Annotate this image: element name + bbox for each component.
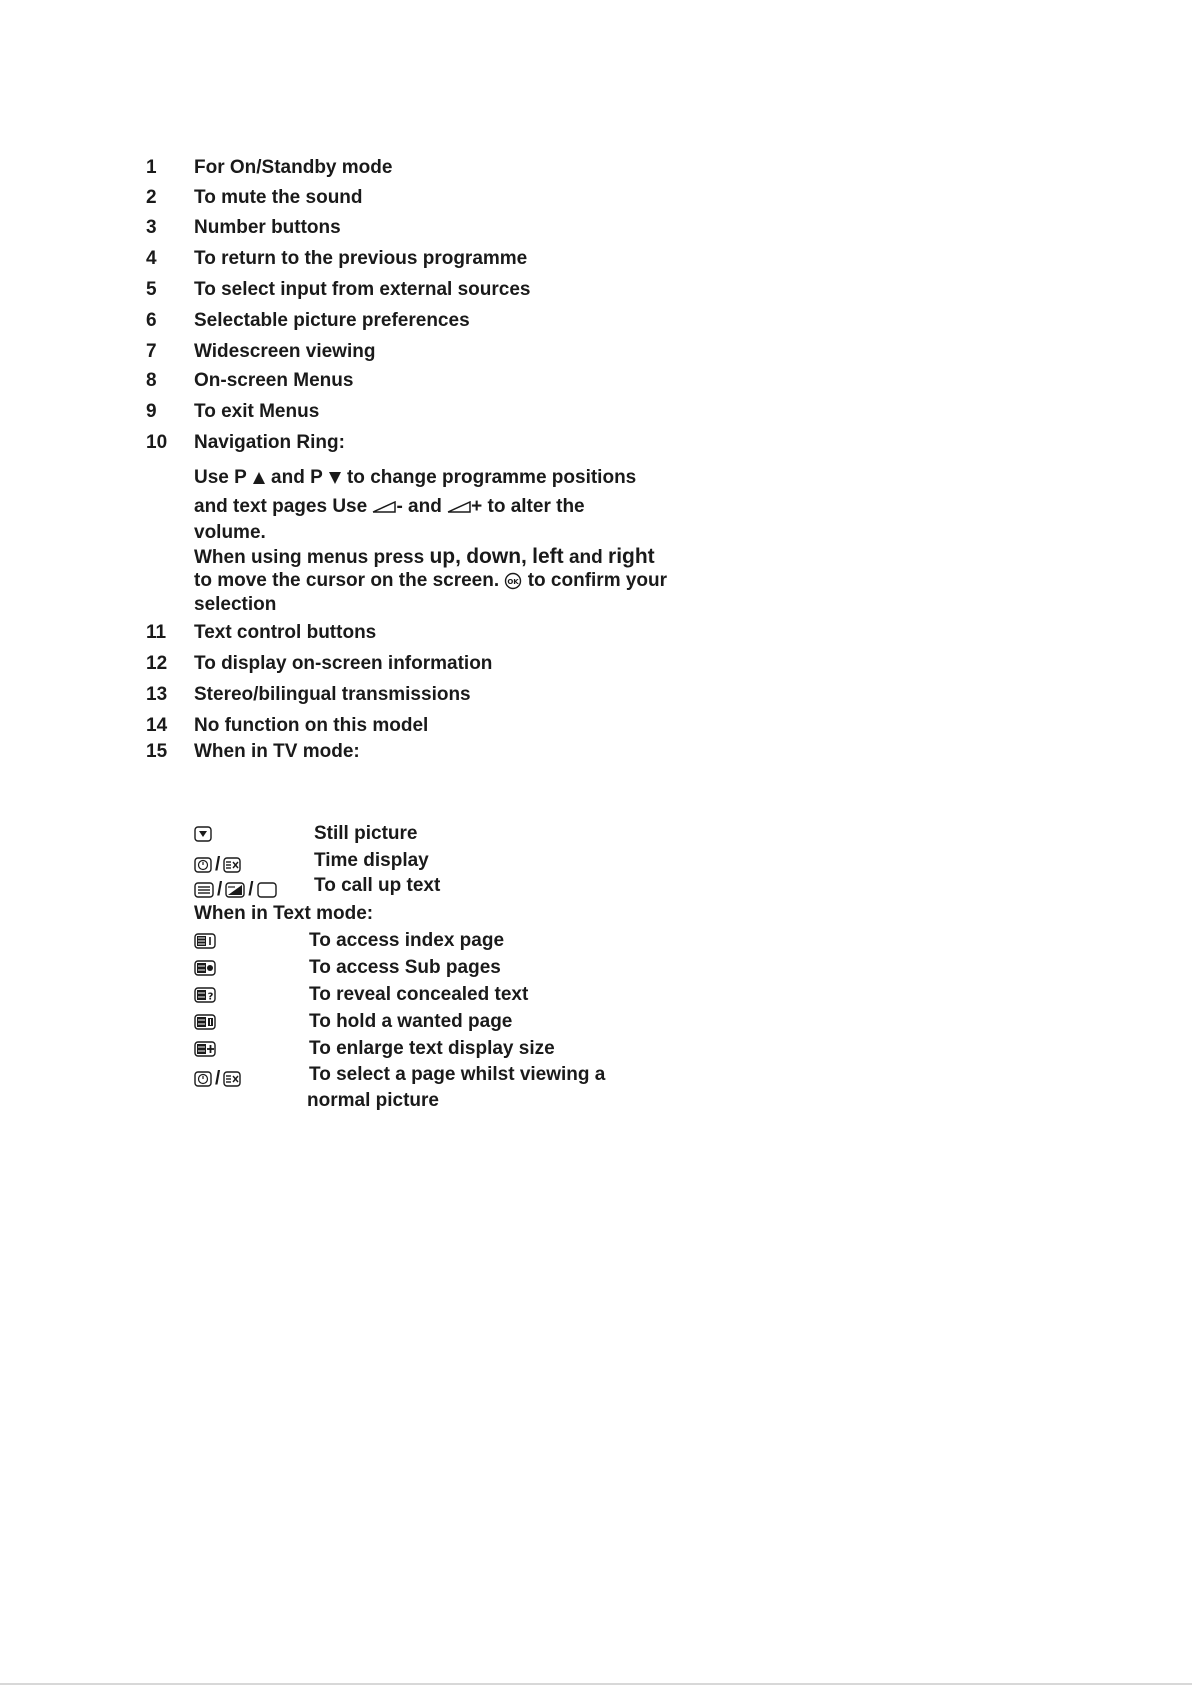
icon-group bbox=[194, 1067, 241, 1091]
tv-icon bbox=[257, 882, 277, 898]
item-number: 8 bbox=[146, 370, 157, 391]
reveal-text-icon bbox=[194, 987, 216, 1003]
icon-group bbox=[194, 1041, 216, 1057]
item-number: 14 bbox=[146, 715, 168, 736]
icon-group bbox=[194, 960, 216, 976]
navigation-ring-description bbox=[194, 462, 668, 617]
item-number: 2 bbox=[146, 187, 157, 208]
nav-text: and P bbox=[271, 467, 323, 488]
icon-group bbox=[194, 987, 216, 1003]
slash: / bbox=[215, 854, 221, 875]
key-description: To access index page bbox=[309, 930, 505, 951]
nav-text: and text pages Use bbox=[194, 496, 368, 517]
item-number: 10 bbox=[146, 432, 168, 453]
text-icon bbox=[194, 882, 214, 898]
nav-text: to change programme positions bbox=[346, 467, 637, 488]
mix-icon bbox=[225, 882, 245, 898]
item-number: 9 bbox=[146, 401, 157, 422]
item-number: 3 bbox=[146, 217, 157, 238]
keyword-right: right bbox=[608, 545, 655, 568]
still-picture-icon bbox=[194, 826, 212, 842]
item-text: Selectable picture preferences bbox=[194, 310, 470, 331]
nav-text: to confirm your bbox=[527, 570, 668, 591]
item-text: No function on this model bbox=[194, 715, 429, 736]
item-text: To exit Menus bbox=[194, 401, 320, 422]
icon-group bbox=[194, 878, 277, 902]
key-description: To reveal concealed text bbox=[309, 984, 529, 1005]
sub-pages-icon bbox=[194, 960, 216, 976]
key-description: To call up text bbox=[314, 875, 441, 896]
keyword-left: left bbox=[532, 545, 564, 568]
item-text: To display on-screen information bbox=[194, 653, 493, 674]
cancel-text-icon bbox=[223, 857, 241, 873]
item-text: For On/Standby mode bbox=[194, 157, 393, 178]
key-description: To select a page whilst viewing a bbox=[309, 1064, 606, 1085]
nav-text: , bbox=[521, 545, 527, 568]
volume-icon bbox=[372, 501, 396, 513]
key-description: Still picture bbox=[314, 823, 418, 844]
up-arrow-icon bbox=[252, 471, 266, 485]
item-text: Widescreen viewing bbox=[194, 341, 376, 362]
item-text: To mute the sound bbox=[194, 187, 363, 208]
item-number: 11 bbox=[146, 622, 167, 643]
nav-text: Use P bbox=[194, 467, 247, 488]
nav-line bbox=[194, 493, 664, 521]
icon-group bbox=[194, 826, 212, 842]
icon-group bbox=[194, 853, 241, 877]
item-text: Stereo/bilingual transmissions bbox=[194, 684, 471, 705]
hold-page-icon bbox=[194, 1014, 216, 1030]
item-text: Navigation Ring: bbox=[194, 432, 345, 453]
nav-text: When using menus press bbox=[194, 547, 425, 568]
keyword-up: up bbox=[429, 545, 456, 568]
cancel-text-icon bbox=[223, 1071, 241, 1087]
item-text: To return to the previous programme bbox=[194, 248, 528, 269]
item-text: Text control buttons bbox=[194, 622, 377, 643]
item-number: 7 bbox=[146, 341, 157, 362]
svg-text:?: ? bbox=[207, 991, 214, 1003]
text-mode-label: When in Text mode: bbox=[194, 903, 374, 924]
nav-text: + to alter the bbox=[471, 496, 585, 517]
clock-icon bbox=[194, 1071, 212, 1087]
key-description-continued: normal picture bbox=[307, 1090, 439, 1111]
slash: / bbox=[215, 1068, 221, 1089]
svg-text:OK: OK bbox=[507, 577, 520, 586]
slash: / bbox=[248, 879, 254, 900]
key-description: Time display bbox=[314, 850, 429, 871]
item-text: To select input from external sources bbox=[194, 279, 531, 300]
item-text: On-screen Menus bbox=[194, 370, 354, 391]
item-text: Number buttons bbox=[194, 217, 341, 238]
volume-icon bbox=[447, 501, 471, 513]
ok-button-icon bbox=[504, 572, 522, 590]
nav-line bbox=[194, 569, 668, 593]
item-number: 15 bbox=[146, 741, 168, 762]
nav-line bbox=[194, 545, 664, 569]
icon-group bbox=[194, 933, 216, 949]
key-description: To enlarge text display size bbox=[309, 1038, 555, 1059]
item-number: 6 bbox=[146, 310, 157, 331]
item-number: 5 bbox=[146, 279, 157, 300]
nav-line: volume. bbox=[194, 522, 266, 543]
down-arrow-icon bbox=[328, 471, 342, 485]
item-number: 1 bbox=[146, 157, 157, 178]
slash: / bbox=[217, 879, 223, 900]
index-page-icon bbox=[194, 933, 216, 949]
nav-text: - and bbox=[396, 496, 442, 517]
nav-text: to move the cursor on the screen. bbox=[194, 570, 500, 591]
nav-line bbox=[194, 462, 664, 493]
nav-text: and bbox=[568, 547, 603, 568]
key-description: To access Sub pages bbox=[309, 957, 501, 978]
item-number: 13 bbox=[146, 684, 168, 705]
enlarge-text-icon bbox=[194, 1041, 216, 1057]
item-text: When in TV mode: bbox=[194, 741, 360, 762]
nav-line: selection bbox=[194, 594, 277, 615]
key-description: To hold a wanted page bbox=[309, 1011, 513, 1032]
clock-icon bbox=[194, 857, 212, 873]
icon-group bbox=[194, 1014, 216, 1030]
item-number: 4 bbox=[146, 248, 157, 269]
nav-text: , bbox=[455, 545, 461, 568]
keyword-down: down bbox=[466, 545, 522, 568]
item-number: 12 bbox=[146, 653, 168, 674]
